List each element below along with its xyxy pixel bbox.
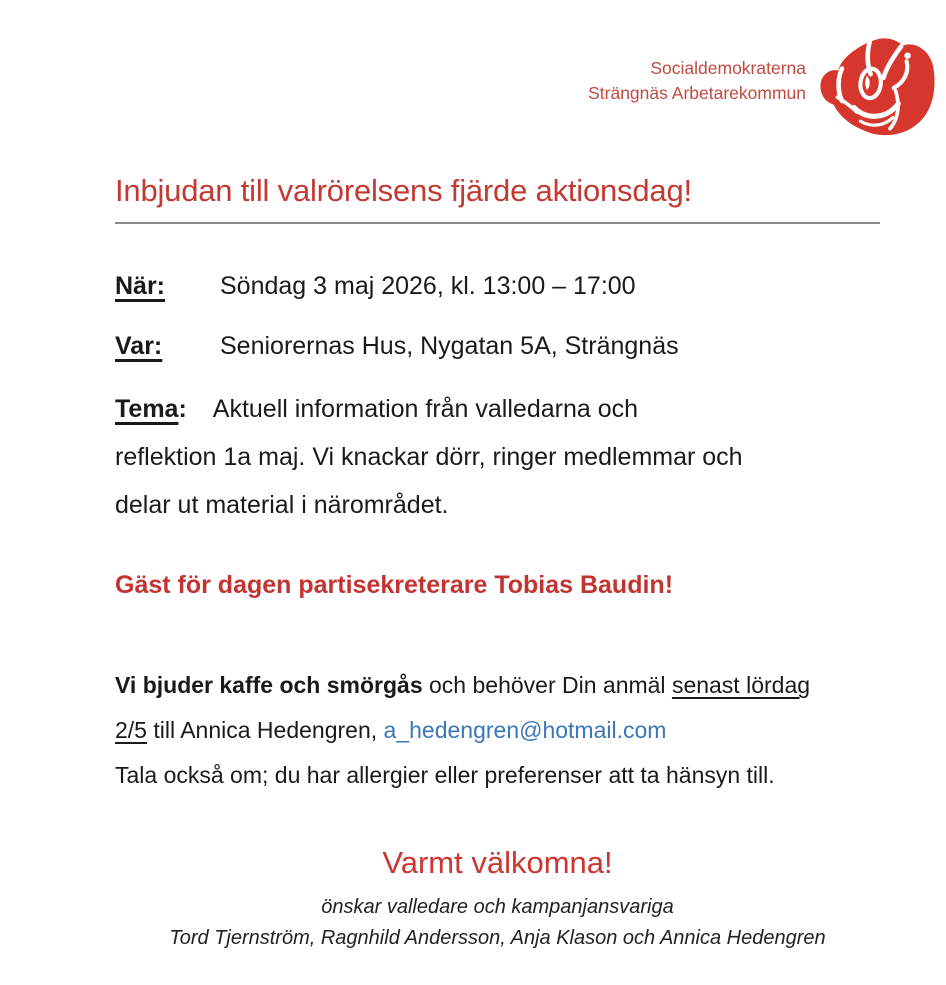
rsvp-contact: till Annica Hedengren,: [146, 717, 384, 743]
where-label: Var:: [115, 332, 163, 360]
email-link[interactable]: a_hedengren@hotmail.com: [383, 717, 667, 743]
allergy-note: Tala också om; du har allergier eller preferenser att ta hänsyn till.: [115, 762, 775, 788]
rsvp-bold-intro: Vi bjuder kaffe och smörgås: [115, 672, 423, 698]
page-title: Inbjudan till valrörelsens fjärde aktionsdag!: [115, 173, 692, 208]
when-label: När:: [115, 272, 166, 300]
rsvp-deadline-part2: 2/5: [115, 717, 147, 743]
org-name-line2: Strängnäs Arbetarekommun: [588, 83, 806, 103]
signoff-line2: Tord Tjernström, Ragnhild Andersson, Anja Klason och Annica Hedengren: [169, 927, 826, 949]
closing-line: Varmt välkomna!: [382, 845, 613, 880]
where-value: Seniorernas Hus, Nygatan 5A, Strängnäs: [220, 332, 679, 360]
signoff-block: [115, 892, 880, 954]
when-label-column: [115, 270, 220, 303]
rsvp-middle: och behöver Din anmäl: [422, 672, 672, 698]
where-row: [115, 330, 880, 363]
rsvp-paragraph: [115, 663, 880, 798]
org-name-block: [588, 36, 806, 106]
when-value: Söndag 3 maj 2026, kl. 13:00 – 17:00: [220, 272, 636, 300]
org-name-line1: Socialdemokraterna: [650, 58, 806, 78]
header: [588, 36, 938, 140]
theme-line3: delar ut material i närområdet.: [115, 491, 449, 519]
theme-line2: reflektion 1a maj. Vi knackar dörr, ringer medlemmar och: [115, 443, 743, 471]
party-rose-icon: [818, 36, 938, 140]
guest-announcement: Gäst för dagen partisekreterare Tobias Baudin!: [115, 571, 674, 599]
content: [115, 172, 880, 954]
signoff-line1: önskar valledare och kampanjansvariga: [321, 896, 674, 918]
theme-label: Tema:: [115, 395, 187, 423]
theme-paragraph: [115, 385, 880, 529]
rsvp-deadline-part1: senast lördag: [671, 672, 811, 698]
where-label-column: [115, 330, 220, 363]
when-row: [115, 270, 880, 303]
theme-line1: Aktuell information från valledarna och: [212, 395, 639, 423]
title-divider: [115, 222, 880, 224]
